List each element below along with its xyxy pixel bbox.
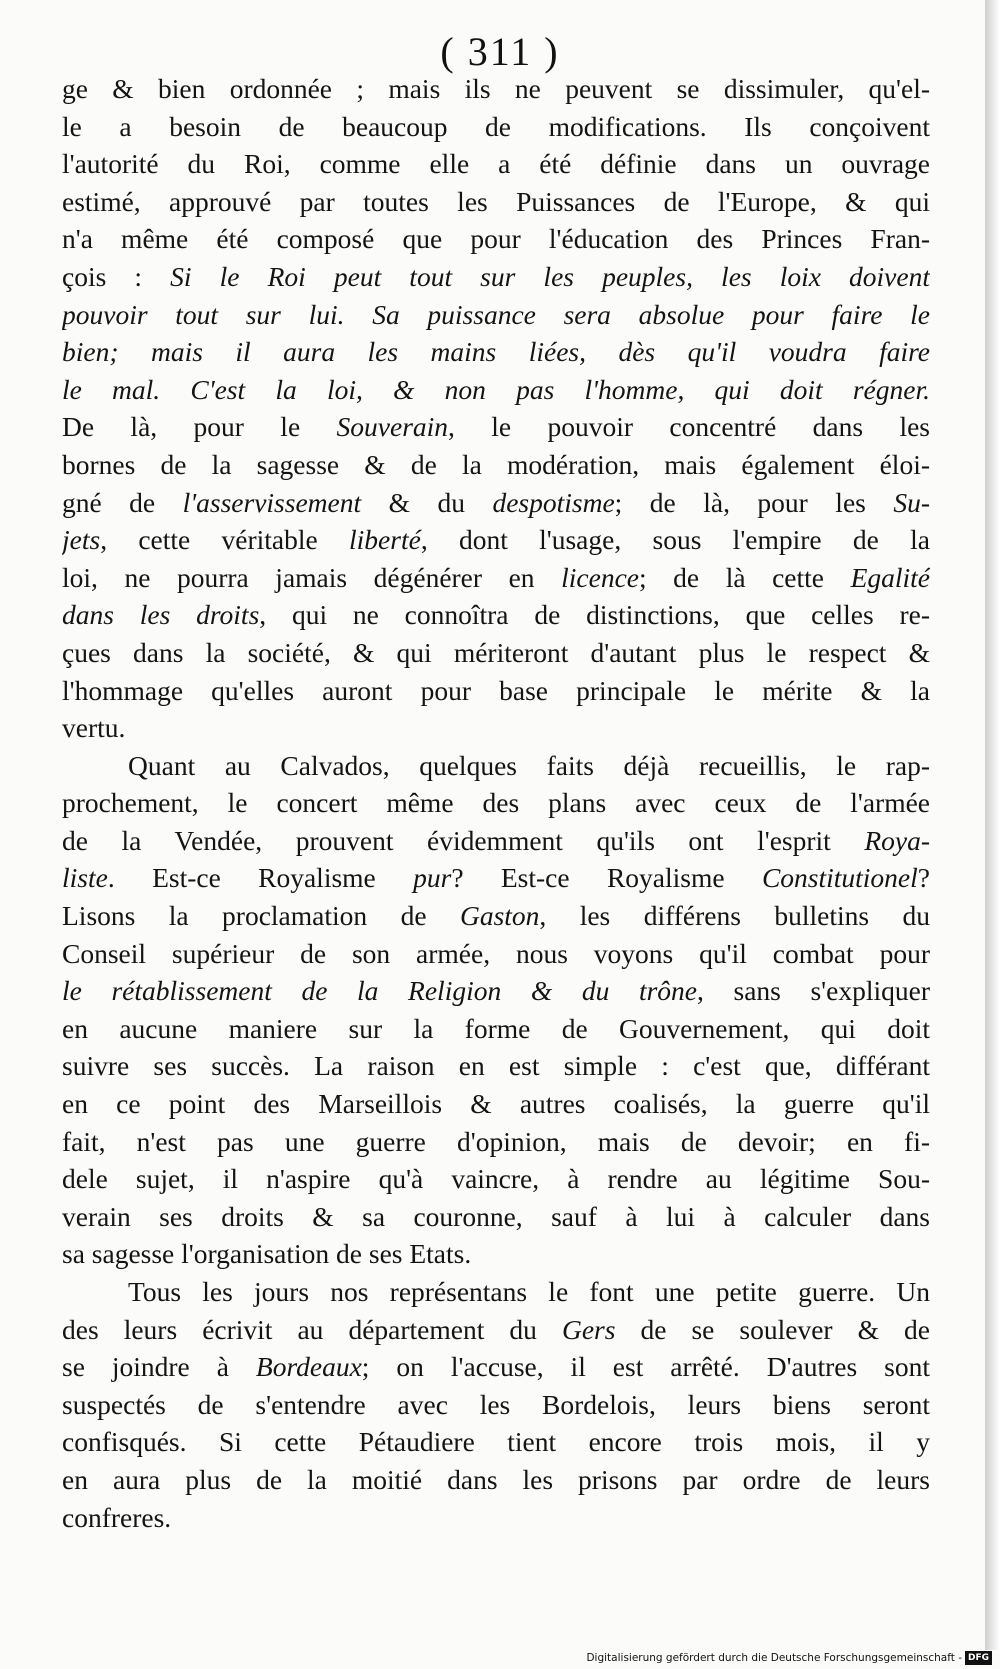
roman-text: vertu. <box>62 712 126 744</box>
text-line <box>62 672 930 710</box>
text-line <box>62 1499 930 1537</box>
text-line <box>62 972 930 1010</box>
roman-text: en aucune maniere sur la forme de Gouvernement, qui doit <box>62 1012 930 1044</box>
roman-text: ? Est-ce Royalisme <box>451 862 762 894</box>
italic-text: Gers <box>561 1313 616 1345</box>
text-line <box>62 1085 930 1123</box>
page-edge-shadow <box>985 0 1000 1650</box>
roman-text: le a besoin de beaucoup de modifications. Ils conçoivent <box>62 110 930 142</box>
italic-text: dans les droits <box>62 599 260 631</box>
roman-text: loi, ne pourra jamais dégénérer en <box>62 561 562 593</box>
text-line <box>62 747 930 785</box>
text-line <box>62 371 930 409</box>
italic-text: Roya- <box>864 824 930 856</box>
italic-text: liste <box>62 862 108 894</box>
roman-text: ; de là cette <box>638 561 851 593</box>
italic-text: Gaston <box>459 900 540 932</box>
roman-text: ge & bien ordonnée ; mais ils ne peuvent se dissimuler, qu'el- <box>62 73 930 104</box>
roman-text: fait, n'est pas une guerre d'opinion, mais de devoir; en fi- <box>62 1125 930 1157</box>
roman-text: gné de <box>62 486 183 518</box>
roman-text: dele sujet, il n'aspire qu'à vaincre, à rendre au légitime Sou- <box>62 1163 930 1195</box>
roman-text: Lisons la proclamation de <box>62 900 460 932</box>
digitization-credit <box>586 1650 992 1666</box>
roman-text: suivre ses succès. La raison en est simple : c'est que, différant <box>62 1050 930 1082</box>
text-line <box>62 784 930 822</box>
roman-text: , dont l'usage, sous l'empire de la <box>420 524 930 556</box>
italic-text: l'asservissement <box>182 486 362 518</box>
text-line <box>62 1273 930 1311</box>
italic-text: Su- <box>893 486 930 518</box>
roman-text: confisqués. Si cette Pétaudiere tient encore trois mois, il y <box>62 1426 930 1458</box>
dfg-logo: DFG <box>965 1651 992 1665</box>
roman-text: de la Vendée, prouvent évidemment qu'ils ont l'esprit <box>62 824 865 856</box>
roman-text: . Est-ce Royalisme <box>107 862 414 894</box>
roman-text: & du <box>361 486 493 518</box>
text-line <box>62 1235 930 1273</box>
italic-text: Bordeaux <box>255 1351 362 1383</box>
text-line <box>62 408 930 446</box>
text-line <box>62 145 930 183</box>
roman-text: en aura plus de la moitié dans les prisons par ordre de leurs <box>62 1463 930 1495</box>
italic-text: Souverain <box>336 411 449 443</box>
text-line <box>62 1160 930 1198</box>
roman-text: , cette véritable <box>100 524 350 556</box>
text-line <box>62 897 930 935</box>
roman-text: bornes de la sagesse & de la modération, mais également éloi- <box>62 448 930 480</box>
italic-text: Egalité <box>850 561 930 593</box>
text-line <box>62 559 930 597</box>
text-line <box>62 596 930 634</box>
roman-text: çois : <box>62 260 171 292</box>
italic-text: liberté <box>349 524 421 556</box>
roman-text: n'a même été composé que pour l'éducation des Princes Fran- <box>62 223 930 255</box>
body-text <box>62 70 930 1536</box>
italic-text: despotisme <box>492 486 615 518</box>
text-line <box>62 1123 930 1161</box>
roman-text: , le pouvoir concentré dans les <box>448 411 930 443</box>
italic-text: licence <box>561 561 639 593</box>
text-line <box>62 859 930 897</box>
text-line <box>62 521 930 559</box>
roman-text: prochement, le concert même des plans avec ceux de l'armée <box>62 787 930 819</box>
roman-text: , les différens bulletins du <box>539 900 930 932</box>
roman-text: , qui ne connoîtra de distinctions, que celles re- <box>259 599 930 631</box>
roman-text: Tous les jours nos représentans le font une petite guerre. Un <box>128 1276 930 1307</box>
text-line <box>62 333 930 371</box>
roman-text: ; de là, pour les <box>614 486 894 518</box>
italic-text: Constitutionel <box>761 862 918 894</box>
roman-text: ? <box>917 862 930 894</box>
text-line <box>62 1311 930 1349</box>
roman-text: verain ses droits & sa couronne, sauf à lui à calculer dans <box>62 1200 930 1232</box>
roman-text: , sans s'expliquer <box>697 975 930 1007</box>
roman-text: de se soulever & de <box>615 1313 930 1345</box>
roman-text: sa sagesse l'organisation de ses Etats. <box>62 1238 472 1270</box>
text-line <box>62 183 930 221</box>
text-line <box>62 1198 930 1236</box>
text-line <box>62 1386 930 1424</box>
footer-text: Digitalisierung gefördert durch die Deutsche Forschungsgemeinschaft - <box>586 1652 962 1664</box>
roman-text: Conseil supérieur de son armée, nous voyons qu'il combat pour <box>62 937 930 969</box>
text-line <box>62 1461 930 1499</box>
text-line <box>62 1010 930 1048</box>
roman-text: des leurs écrivit au département du <box>62 1313 562 1345</box>
text-line <box>62 1047 930 1085</box>
roman-text: l'hommage qu'elles auront pour base principale le mérite & la <box>62 674 930 706</box>
italic-text: bien; mais il aura les mains liées, dès qu'il voudra faire <box>62 336 930 368</box>
roman-text: Quant au Calvados, quelques faits déjà recueillis, le rap- <box>128 749 930 781</box>
roman-text: en ce point des Marseillois & autres coalisés, la guerre qu'il <box>62 1088 930 1120</box>
text-line <box>62 822 930 860</box>
text-line <box>62 1348 930 1386</box>
text-line <box>62 220 930 258</box>
italic-text: pouvoir tout sur lui. Sa puissance sera absolue pour faire le <box>62 298 930 330</box>
text-line <box>62 296 930 334</box>
text-line <box>62 634 930 672</box>
italic-text: Si le Roi peut tout sur les peuples, les loix doivent <box>170 260 930 292</box>
page-number: ( 311 ) <box>440 29 560 74</box>
roman-text: ; on l'accuse, il est arrêté. D'autres sont <box>361 1351 930 1383</box>
text-line <box>62 258 930 296</box>
roman-text: estimé, approuvé par toutes les Puissances de l'Europe, & qui <box>62 185 930 217</box>
text-line <box>62 446 930 484</box>
text-line <box>62 935 930 973</box>
italic-text: le rétablissement de la Religion & du trône <box>62 975 698 1007</box>
text-line <box>62 70 930 108</box>
text-line <box>62 709 930 747</box>
italic-text: jets <box>62 524 101 556</box>
text-line <box>62 1423 930 1461</box>
roman-text: l'autorité du Roi, comme elle a été définie dans un ouvrage <box>62 148 930 180</box>
text-line <box>62 484 930 522</box>
roman-text: De là, pour le <box>62 411 337 443</box>
text-line <box>62 108 930 146</box>
italic-text: pur <box>413 862 452 894</box>
roman-text: suspectés de s'entendre avec les Bordelois, leurs biens seront <box>62 1388 930 1420</box>
roman-text: çues dans la société, & qui mériteront d'autant plus le respect & <box>62 636 930 668</box>
italic-text: le mal. C'est la loi, & non pas l'homme, qui doit régner. <box>62 373 930 405</box>
roman-text: se joindre à <box>62 1351 256 1383</box>
roman-text: confreres. <box>62 1501 172 1533</box>
